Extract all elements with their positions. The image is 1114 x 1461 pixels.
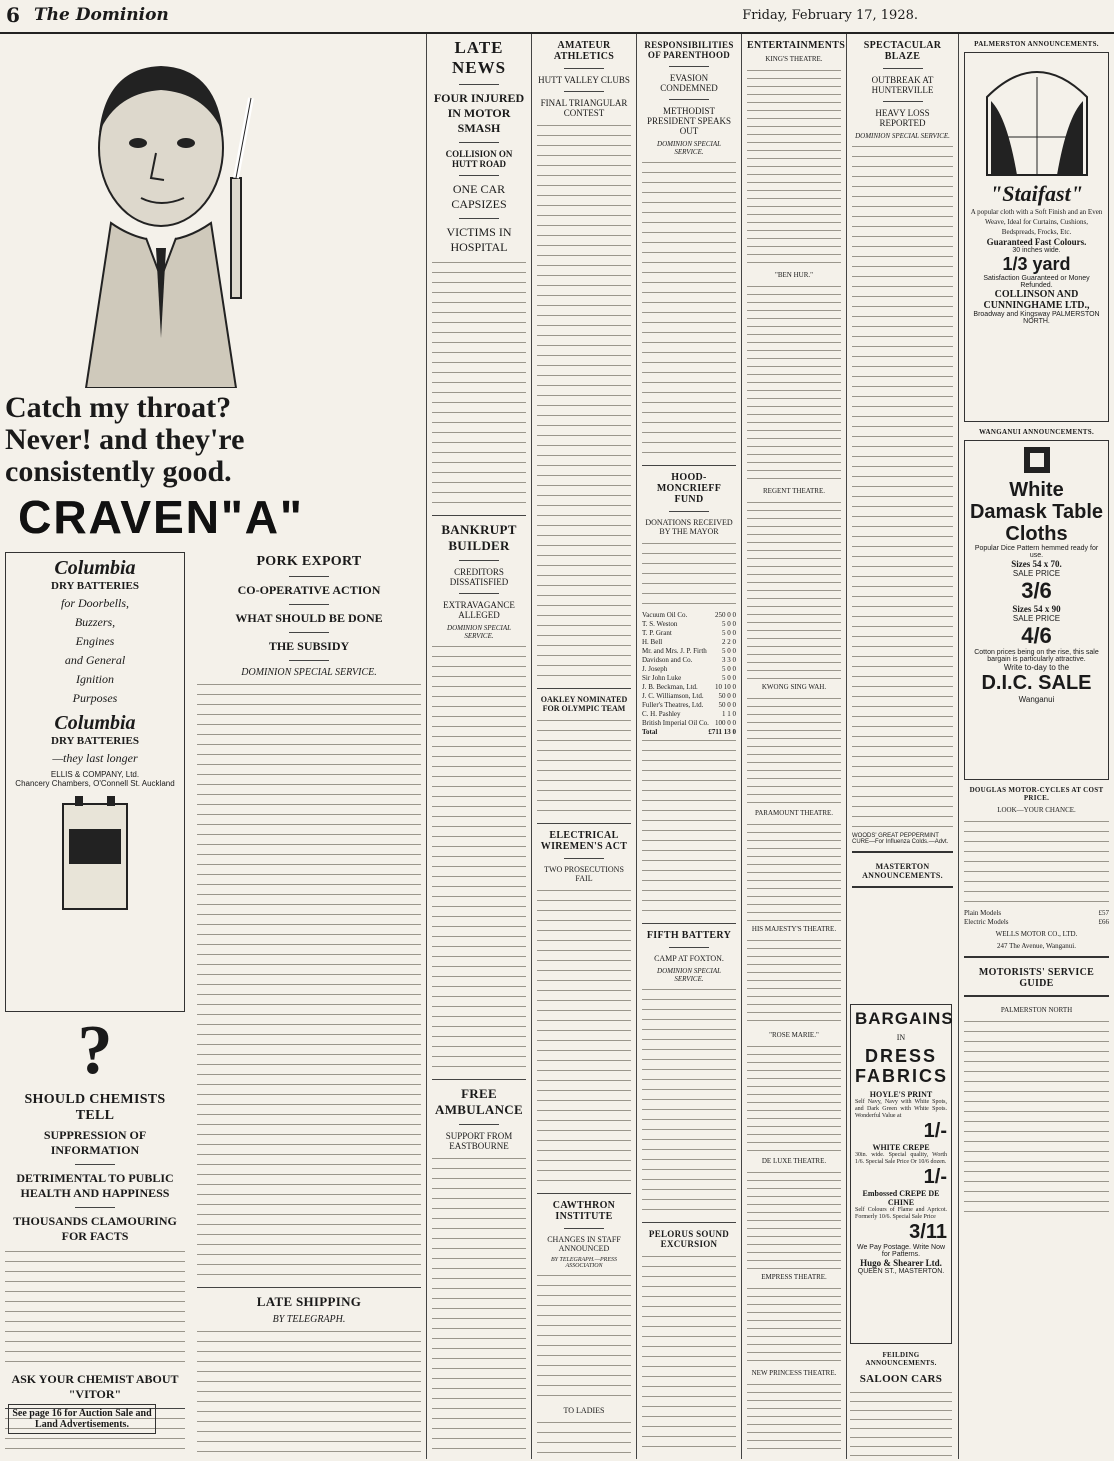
dic-ad	[964, 440, 1109, 780]
columbia-line-2: DRY BATTERIES	[51, 735, 139, 747]
column-6	[742, 34, 846, 1459]
shipping-body	[197, 1328, 421, 1458]
ent-kwong: KWONG SING WAH.	[761, 683, 827, 691]
bankrupt-sub2: EXTRAVAGANCE ALLEGED	[443, 600, 515, 620]
shipping-note: BY TELEGRAPH.	[272, 1314, 346, 1325]
battery-head: FIFTH BATTERY	[646, 930, 732, 941]
blaze-head: SPECTACULAR BLAZE	[863, 40, 942, 62]
issue-date: Friday, February 17, 1928.	[742, 8, 918, 23]
donation-row: T. S. Weston 5 0 0	[642, 620, 736, 628]
ladies-body	[537, 1419, 631, 1459]
pork-sub1: CO-OPERATIVE ACTION	[237, 583, 381, 597]
battery-body	[642, 986, 736, 1216]
staifast-name: "Staifast"	[990, 181, 1083, 206]
donation-row: Mr. and Mrs. J. P. Firth 5 0 0	[642, 647, 736, 655]
pork-head: PORK EXPORT	[256, 554, 362, 569]
dic-size1: Sizes 54 x 70.	[1011, 559, 1062, 569]
oakley-body	[537, 717, 631, 817]
bargains-item3-desc: Self Colours of Flame and Apricot. Formerly 10/6. Special Sale Price	[855, 1207, 947, 1220]
donation-row: J. C. Williamson, Ltd. 50 0 0	[642, 692, 736, 700]
athletics-sub2: FINAL TRIANGULAR CONTEST	[540, 98, 628, 118]
bargains-item1-desc: Self Navy, Navy with White Spots, and Dark Green with White Spots. Wonderful Value at	[855, 1099, 947, 1119]
ent-majesty-body	[747, 937, 841, 1027]
ent-kings-body	[747, 67, 841, 267]
pork-dateline: DOMINION SPECIAL SERVICE.	[241, 667, 377, 678]
bargains-price3: 3/11	[909, 1221, 947, 1243]
donation-row: Davidson and Co. 3 3 0	[642, 656, 736, 664]
staifast-desc: A popular cloth with a Soft Finish and an Even Weave, Ideal for Curtains, Cushions, Bedspreads, Frocks, Etc.	[970, 208, 1103, 236]
blaze-dateline: DOMINION SPECIAL SERVICE.	[855, 132, 950, 140]
dic-desc: Popular Dice Pattern hemmed ready for use.	[974, 545, 1099, 559]
late-news-head: LATE NEWS	[451, 38, 507, 77]
staifast-price: 1/3 yard	[1002, 254, 1071, 274]
motor-head: MOTORISTS' SERVICE GUIDE	[978, 967, 1095, 989]
bargains-ad	[850, 1004, 952, 1344]
window-curtain-icon	[977, 57, 1097, 177]
ladies-head: TO LADIES	[563, 1406, 605, 1415]
woods-ad: WOODS' GREAT PEPPERMINT CURE—For Influenza Colds.—Advt.	[852, 833, 949, 845]
ent-deluxe-body	[747, 1169, 841, 1269]
smoker-portrait-icon	[36, 38, 286, 388]
pelorus-head: PELORUS SOUND EXCURSION	[648, 1229, 730, 1249]
dic-logo-icon	[1022, 445, 1052, 475]
ambulance-sub1: SUPPORT FROM EASTBOURNE	[445, 1131, 513, 1151]
athletics-body	[537, 122, 631, 682]
vitor-body	[5, 1248, 185, 1368]
battery-illustration-icon	[55, 794, 135, 914]
bankrupt-head: BANKRUPT BUILDER	[441, 522, 517, 553]
vitor-footer: ASK YOUR CHEMIST ABOUT "VITOR"	[11, 1372, 179, 1401]
dic-price1: 3/6	[1021, 578, 1052, 603]
bargains-pay: We Pay Postage. Write Now for Patterns.	[856, 1244, 946, 1258]
battery-dateline: DOMINION SPECIAL SERVICE.	[657, 967, 721, 983]
pork-body	[197, 681, 421, 1281]
columbia-use-1: for Doorbells,	[60, 596, 129, 610]
newspaper-title: The Dominion	[34, 5, 169, 25]
parenthood-dateline: DOMINION SPECIAL SERVICE.	[657, 140, 721, 156]
column-2	[192, 548, 426, 1458]
ent-empress: EMPRESS THEATRE.	[761, 1273, 827, 1281]
ent-regent: REGENT THEATRE.	[763, 487, 825, 495]
dic-price2: 4/6	[1021, 623, 1052, 648]
donation-row: Vacuum Oil Co. 250 0 0	[642, 611, 736, 619]
vitor-sub3: THOUSANDS CLAMOURING FOR FACTS	[13, 1214, 177, 1243]
dic-note: Cotton prices being on the rise, this sale bargain is particularly attractive.	[974, 649, 1099, 663]
dic-sale2: SALE PRICE	[1012, 614, 1061, 623]
saloon-body	[850, 1389, 952, 1461]
donation-row: Sir John Luke 5 0 0	[642, 674, 736, 682]
bargains-item3: Embossed CREPE DE CHINE	[862, 1189, 940, 1207]
late-sub1: FOUR INJURED IN MOTOR SMASH	[433, 91, 525, 135]
columbia-use-2: Buzzers,	[74, 615, 116, 629]
columbia-tagline: —they last longer	[52, 751, 138, 765]
bankrupt-dateline: DOMINION SPECIAL SERVICE.	[447, 624, 511, 640]
craven-catchline: Catch my throat? Never! and they're consistently good.	[5, 391, 245, 488]
columbia-use-4: and General	[64, 653, 126, 667]
late-sub4: VICTIMS IN HOSPITAL	[446, 225, 512, 254]
late-sub2: COLLISION ON HUTT ROAD	[445, 149, 513, 169]
ent-kings: KING'S THEATRE.	[765, 55, 823, 63]
staifast-address: Broadway and Kingsway PALMERSTON NORTH.	[973, 311, 1100, 325]
craven-brand: CRAVEN"A"	[5, 490, 317, 544]
donation-total: Total £711 13 0	[642, 728, 736, 736]
bankrupt-body	[432, 643, 526, 1073]
fund-head: HOOD-MONCRIEFF FUND	[656, 472, 722, 505]
shipping-head: LATE SHIPPING	[256, 1294, 362, 1309]
ent-empress-body	[747, 1285, 841, 1365]
motor-sub: PALMERSTON NORTH	[1000, 1006, 1073, 1014]
column-1	[0, 548, 190, 1458]
bargains-firm: Hugo & Shearer Ltd.	[860, 1258, 942, 1268]
parenthood-body	[642, 159, 736, 459]
bargains-item2: WHITE CREPE	[872, 1143, 930, 1152]
feilding-section	[850, 1345, 952, 1461]
bargains-item1: HOYLE'S PRINT	[869, 1090, 933, 1099]
athletics-head: AMATEUR ATHLETICS	[553, 40, 615, 62]
ambulance-body	[432, 1155, 526, 1455]
column-3	[427, 34, 531, 1459]
ent-regent-body	[747, 499, 841, 679]
late-news-body	[432, 259, 526, 509]
wanganui-head: WANGANUI ANNOUNCEMENTS.	[978, 428, 1095, 436]
blaze-body	[852, 143, 953, 833]
wiremen-body	[537, 887, 631, 1187]
pork-sub3: THE SUBSIDY	[268, 639, 350, 653]
masthead	[0, 0, 1114, 34]
columbia-use-5: Ignition	[76, 672, 114, 686]
ambulance-head: FREE AMBULANCE	[435, 1086, 523, 1117]
donation-row: J. B. Beckman, Ltd. 10 10 0	[642, 683, 736, 691]
columbia-name: Columbia	[54, 557, 136, 579]
saloon-head: SALOON CARS	[859, 1373, 943, 1385]
ent-rose: "ROSE MARIE."	[769, 1031, 819, 1039]
bargains-top: BARGAINS	[855, 1009, 954, 1028]
cawthron-head: CAWTHRON INSTITUTE	[552, 1200, 616, 1222]
douglas-head: DOUGLAS MOTOR-CYCLES AT COST PRICE.	[969, 786, 1104, 802]
ent-rose-body	[747, 1043, 841, 1153]
vitor-ad	[5, 1012, 185, 1458]
columbia-ad	[5, 552, 185, 1012]
dic-write: Write to-day to the	[1003, 663, 1070, 672]
dic-brand: D.I.C. SALE	[981, 672, 1092, 694]
cawthron-body	[537, 1272, 631, 1402]
ent-paramount-body	[747, 821, 841, 921]
column-5	[637, 34, 741, 1459]
wiremen-head: ELECTRICAL WIREMEN'S ACT	[540, 830, 628, 852]
staifast-firm: COLLINSON AND CUNNINGHAME LTD.,	[983, 289, 1090, 311]
page-number: 6	[6, 3, 20, 27]
blaze-sub2: HEAVY LOSS REPORTED	[875, 108, 930, 128]
ent-benhur-body	[747, 283, 841, 483]
dic-town: Wanganui	[1018, 695, 1055, 704]
bargains-main: DRESS FABRICS	[855, 1046, 949, 1086]
bargains-price1: 1/-	[923, 1120, 947, 1142]
wiremen-sub1: TWO PROSECUTIONS FAIL	[544, 865, 624, 883]
battery-sub1: CAMP AT FOXTON.	[654, 954, 724, 963]
feilding-head: FEILDING ANNOUNCEMENTS.	[865, 1351, 937, 1367]
column-4	[532, 34, 636, 1459]
columbia-rep: ELLIS & COMPANY, Ltd.	[50, 770, 140, 779]
douglas-look: LOOK—YOUR CHANCE.	[997, 806, 1076, 814]
donation-row: C. H. Pashley 1 1 0	[642, 710, 736, 718]
bargains-item2-desc: 30in. wide. Special quality, Worth 1/6. Special Sale Price Or 10/6 dozen.	[855, 1152, 947, 1165]
ent-head: ENTERTAINMENTS	[747, 40, 846, 51]
bargains-in: IN	[896, 1033, 906, 1042]
pork-sub2: WHAT SHOULD BE DONE	[235, 611, 383, 625]
parenthood-sub1: EVASION CONDEMNED	[660, 73, 718, 93]
donation-row: T. P. Grant 5 0 0	[642, 629, 736, 637]
columbia-name-2: Columbia	[54, 712, 136, 734]
donation-row: Fuller's Theatres, Ltd. 50 0 0	[642, 701, 736, 709]
columbia-rep2: Chancery Chambers, O'Connell St. Auckland	[15, 779, 175, 788]
ent-newprincess: NEW PRINCESS THEATRE.	[751, 1369, 837, 1377]
parenthood-head: RESPONSIBILITIES OF PARENTHOOD	[644, 40, 734, 60]
vitor-sub1: SUPPRESSION OF INFORMATION	[43, 1128, 147, 1157]
vitor-sub2: DETRIMENTAL TO PUBLIC HEALTH AND HAPPINESS	[16, 1171, 174, 1200]
staifast-wide: 30 inches wide.	[1012, 247, 1061, 254]
donation-row: H. Bell 2 2 0	[642, 638, 736, 646]
athletics-sub1: HUTT VALLEY CLUBS	[538, 75, 630, 85]
question-mark-icon: ?	[77, 1012, 113, 1089]
wells-addr: 247 The Avenue, Wanganui.	[997, 942, 1076, 950]
bargains-street: QUEEN ST., MASTERTON.	[857, 1268, 945, 1275]
staifast-guarantee: Guaranteed Fast Colours.	[986, 237, 1087, 247]
dic-title: White Damask Table Cloths	[969, 479, 1104, 545]
blaze-sub1: OUTBREAK AT HUNTERVILLE	[871, 75, 934, 95]
late-sub3: ONE CAR CAPSIZES	[451, 182, 507, 211]
fund-body	[642, 540, 736, 610]
wells-firm: WELLS MOTOR CO., LTD.	[995, 930, 1078, 938]
palmerston-head: PALMERSTON ANNOUNCEMENTS.	[974, 40, 1099, 48]
dic-size2: Sizes 54 x 90	[1012, 604, 1061, 614]
dic-sale1: SALE PRICE	[1012, 569, 1061, 578]
column-8	[959, 34, 1114, 1459]
portrait-illustration	[36, 38, 286, 388]
ent-deluxe: DE LUXE THEATRE.	[761, 1157, 827, 1165]
bargains-price2: 1/-	[923, 1166, 947, 1188]
ent-newprincess-body	[747, 1381, 841, 1451]
cawthron-sub1: CHANGES IN STAFF ANNOUNCED	[547, 1235, 621, 1253]
auction-notice[interactable]: See page 16 for Auction Sale and Land Advertisements.	[8, 1404, 156, 1434]
douglas-body	[964, 818, 1109, 908]
donation-row: British Imperial Oil Co. 100 0 0	[642, 719, 736, 727]
ent-paramount: PARAMOUNT THEATRE.	[754, 809, 834, 817]
columbia-use-3: Engines	[75, 634, 115, 648]
ent-benhur: "BEN HUR."	[775, 271, 813, 279]
staifast-ad	[964, 52, 1109, 422]
vitor-headline: SHOULD CHEMISTS TELL	[24, 1092, 166, 1123]
pelorus-body	[642, 1253, 736, 1453]
ent-kwong-body	[747, 695, 841, 805]
columbia-line: DRY BATTERIES	[51, 580, 139, 592]
donation-row: J. Joseph 5 0 0	[642, 665, 736, 673]
price-row: Plain Models £57	[964, 909, 1109, 917]
fund-sub1: DONATIONS RECEIVED BY THE MAYOR	[645, 518, 733, 536]
ent-majesty: HIS MAJESTY'S THEATRE.	[751, 925, 837, 933]
parenthood-sub2: METHODIST PRESIDENT SPEAKS OUT	[646, 106, 732, 136]
bankrupt-sub1: CREDITORS DISSATISFIED	[449, 567, 509, 587]
motor-body	[964, 1018, 1109, 1218]
donation-list	[642, 611, 736, 736]
staifast-satisfaction: Satisfaction Guaranteed or Money Refunded.	[983, 275, 1090, 289]
craven-ad	[0, 34, 322, 544]
cawthron-dateline: BY TELEGRAPH.—PRESS ASSOCIATION	[551, 1257, 617, 1269]
masterton-head: MASTERTON ANNOUNCEMENTS.	[862, 862, 943, 880]
oakley-head: OAKLEY NOMINATED FOR OLYMPIC TEAM	[540, 695, 628, 713]
fund-list-body	[642, 737, 736, 917]
columbia-use-6: Purposes	[72, 691, 118, 705]
price-row: Electric Models £66	[964, 918, 1109, 926]
